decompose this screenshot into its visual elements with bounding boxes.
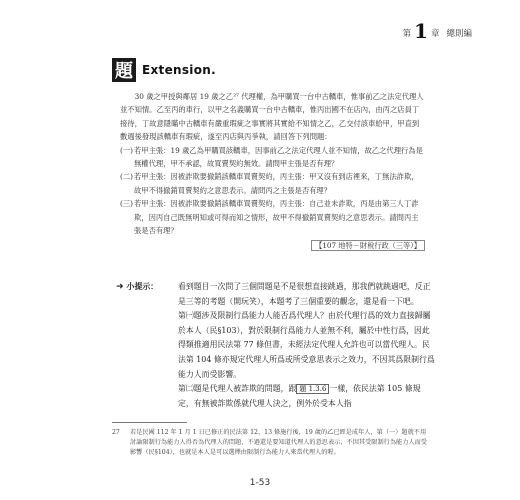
section-heading [112,58,216,82]
page-number: 1-53 [249,478,271,488]
question-item-mark: (三) [120,199,133,209]
question-item-text: 若甲主張：19 歲乙為甲購買該轎車，因事前乙之法定代理人並不知情，故乙之代理行為是無權代理，甲不承認，故買賣契約無效。請問甲主張是否有理？ [134,145,423,169]
arrow-right-icon: ➜ [116,282,124,292]
hint-last-post: 一樣，依民法第 105 條規定，有無被詐欺係就代理人決之，例外於受本人指 [178,384,421,408]
question-item-text: 若甲主張：因被詐欺要撤銷該轎車買賣契約，丙主張：自己並未詐欺，丙是由第三人丁詐欺，因丙自己既無明知或可得而知之情形，故甲不得撤銷買賣契約之意思表示。請問丙主張是否有理？ [134,199,419,236]
hint-paragraph: 第㈠題涉及限制行爲能力人能否爲代理人？由於代理行爲的效力直接歸屬於本人（民§103），對於限制行爲能力人並無不利，屬於中性行爲，因此得類推適用民法第 77 條但書，未經法定代理人允許也可以當代理人。民法第 104 條亦規定代理人所爲或所受意思表示之效力，不因其爲限制行爲能力人而受影響。 [178,311,435,379]
hint-paragraph: 看到題目一次問了三個問題是不是很想直接跳過，那我們就跳過吧，反正是三等的考題（開玩笑），本題考了三個重要的觀念，還是看一下吧。 [178,282,431,306]
question-list [120,144,425,238]
footnote-text: 若是民國 112 年 1 月 1 日已修正的民法第 12、13 條施行後，19 歲的乙已經是成年人，第（一）題就不用討論限制行為能力人得否為代理人的問題，不過還是要知道代理人的意思表示，不因其受限制行為能力人而受影響（民§104），也就是本人是可以選擇由限制行為能力人來當代理人的喔。 [130,429,427,456]
exam-source-label: 【107 地特－財稅行政（三等）】 [311,240,425,251]
section-title: Extension. [142,63,216,77]
footnote [112,428,430,458]
hint-body [178,280,436,411]
question-intro: 30 歲之甲授與鄰居 19 歲之乙²⁷ 代理權，為甲購買一台中古轎車，惟事前乙之法定代理人並不知情。乙至丙的車行，以甲之名義購買一台中古轎車，惟丙出國不在店內，由丙之店員丁接待，丁故意隱瞞中古轎車有嚴重瑕疵之事實將其實給不知情之乙，乙交付該車給甲，甲直到數週後發現該轎車有瑕疵，遂至丙店與丙爭執，請回答下列問題： [120,92,424,142]
footnote-number: 27 [112,429,120,436]
question-block [120,90,425,253]
hint-section [116,280,436,411]
cross-reference: 題 1.3.6 [296,384,329,394]
question-item-mark: (一) [120,145,133,155]
chapter-suffix: 章 [430,29,440,39]
question-item [120,144,425,171]
exam-source [120,239,425,252]
hint-last-pre: 第㈡題是代理人被詐欺的問題，跟 [178,384,297,394]
chapter-title: 總則編 [446,29,472,39]
question-item-mark: (二) [120,172,133,182]
question-item [120,170,425,197]
hint-paragraph [178,382,436,411]
hint-label-text: 小提示： [126,282,159,291]
chapter-number: 1 [414,19,428,43]
hint-label [116,280,178,411]
question-badge-icon: 題 [112,58,136,82]
chapter-prefix: 第 [402,29,412,39]
question-item-text: 若甲主張：因被詐欺要撤銷該轎車買賣契約，丙主張：甲又沒有到店裡來，丁無法詐欺，故甲不得撤銷買賣契約之意思表示。請問丙之主張是否有理？ [134,172,419,195]
chapter-header [402,19,472,43]
question-item [120,197,425,237]
footnote-divider [112,422,187,423]
